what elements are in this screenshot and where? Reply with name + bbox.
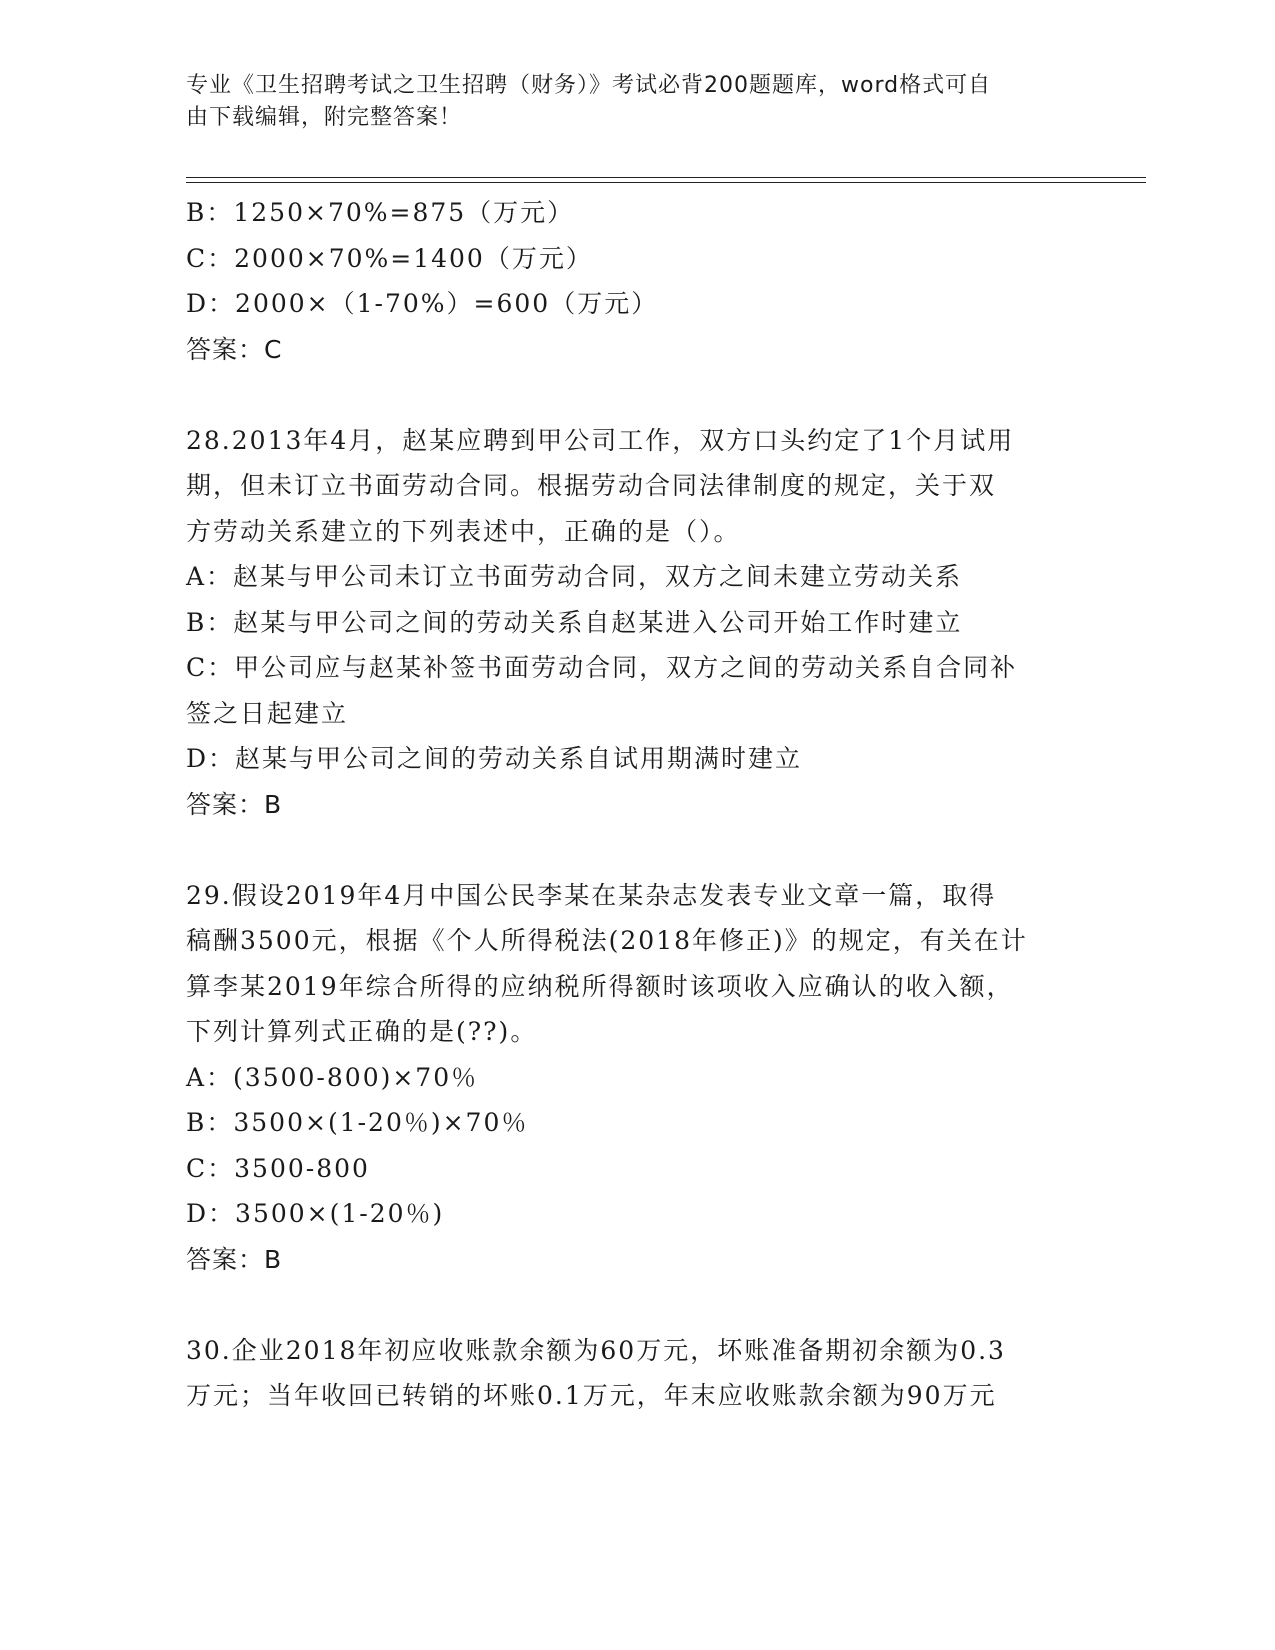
option-b: B：赵某与甲公司之间的劳动关系自赵某进入公司开始工作时建立 [186, 607, 963, 637]
question-stem: 28.2013年4月，赵某应聘到甲公司工作，双方口头约定了1个月试用 [186, 425, 1015, 455]
header-line: 专业《卫生招聘考试之卫生招聘（财务）》考试必背200题题库，word格式可自 [186, 73, 992, 98]
option-c: C：甲公司应与赵某补签书面劳动合同，双方之间的劳动关系自合同补 [186, 653, 1018, 682]
option-b: B：3500×(1-20％)×70％ [186, 1108, 529, 1137]
header-rule [186, 177, 1146, 178]
question-28 [186, 418, 1086, 828]
question-stem: 算李某2019年综合所得的应纳税所得额时该项收入应确认的收入额， [186, 971, 1014, 1001]
question-stem: 万元；当年收回已转销的坏账0.1万元，年末应收账款余额为90万元 [186, 1381, 997, 1410]
option-a: A：赵某与甲公司未订立书面劳动合同，双方之间未建立劳动关系 [186, 562, 963, 591]
header-rule [186, 182, 1146, 183]
spacer [186, 827, 1086, 873]
option-b: B：1250×70%=875（万元） [186, 198, 575, 227]
option-d: D：赵某与甲公司之间的劳动关系自试用期满时建立 [186, 744, 803, 773]
answer-line: 答案：B [186, 1244, 283, 1274]
question-stem: 30.企业2018年初应收账款余额为60万元，坏账准备期初余额为0.3 [186, 1335, 1006, 1365]
spacer [186, 372, 1086, 418]
question-stem: 方劳动关系建立的下列表述中，正确的是（）。 [186, 516, 741, 546]
header-line: 由下载编辑，附完整答案！ [186, 105, 463, 130]
option-a: A：(3500-800)×70％ [186, 1062, 479, 1092]
option-d: D：3500×(1-20％) [186, 1199, 445, 1228]
question-27 [186, 190, 1086, 372]
option-c: C：2000×70%=1400（万元） [186, 243, 593, 273]
document-body [186, 190, 1086, 1419]
option-c: C：3500-800 [186, 1153, 370, 1183]
question-stem: 期，但未订立书面劳动合同。根据劳动合同法律制度的规定，关于双 [186, 471, 997, 500]
spacer [186, 1282, 1086, 1328]
option-d: D：2000×（1-70%）=600（万元） [186, 289, 659, 318]
option-c-continued: 签之日起建立 [186, 698, 349, 728]
question-stem: 29.假设2019年4月中国公民李某在某杂志发表专业文章一篇，取得 [186, 880, 997, 910]
question-29 [186, 873, 1086, 1283]
question-stem: 下列计算列式正确的是(??)。 [186, 1017, 538, 1046]
document-header [186, 70, 1066, 134]
answer-line: 答案：B [186, 789, 283, 819]
answer-line: 答案：C [186, 334, 283, 364]
question-stem: 稿酬3500元，根据《个人所得税法(2018年修正)》的规定，有关在计 [186, 926, 1028, 955]
question-30 [186, 1328, 1086, 1419]
